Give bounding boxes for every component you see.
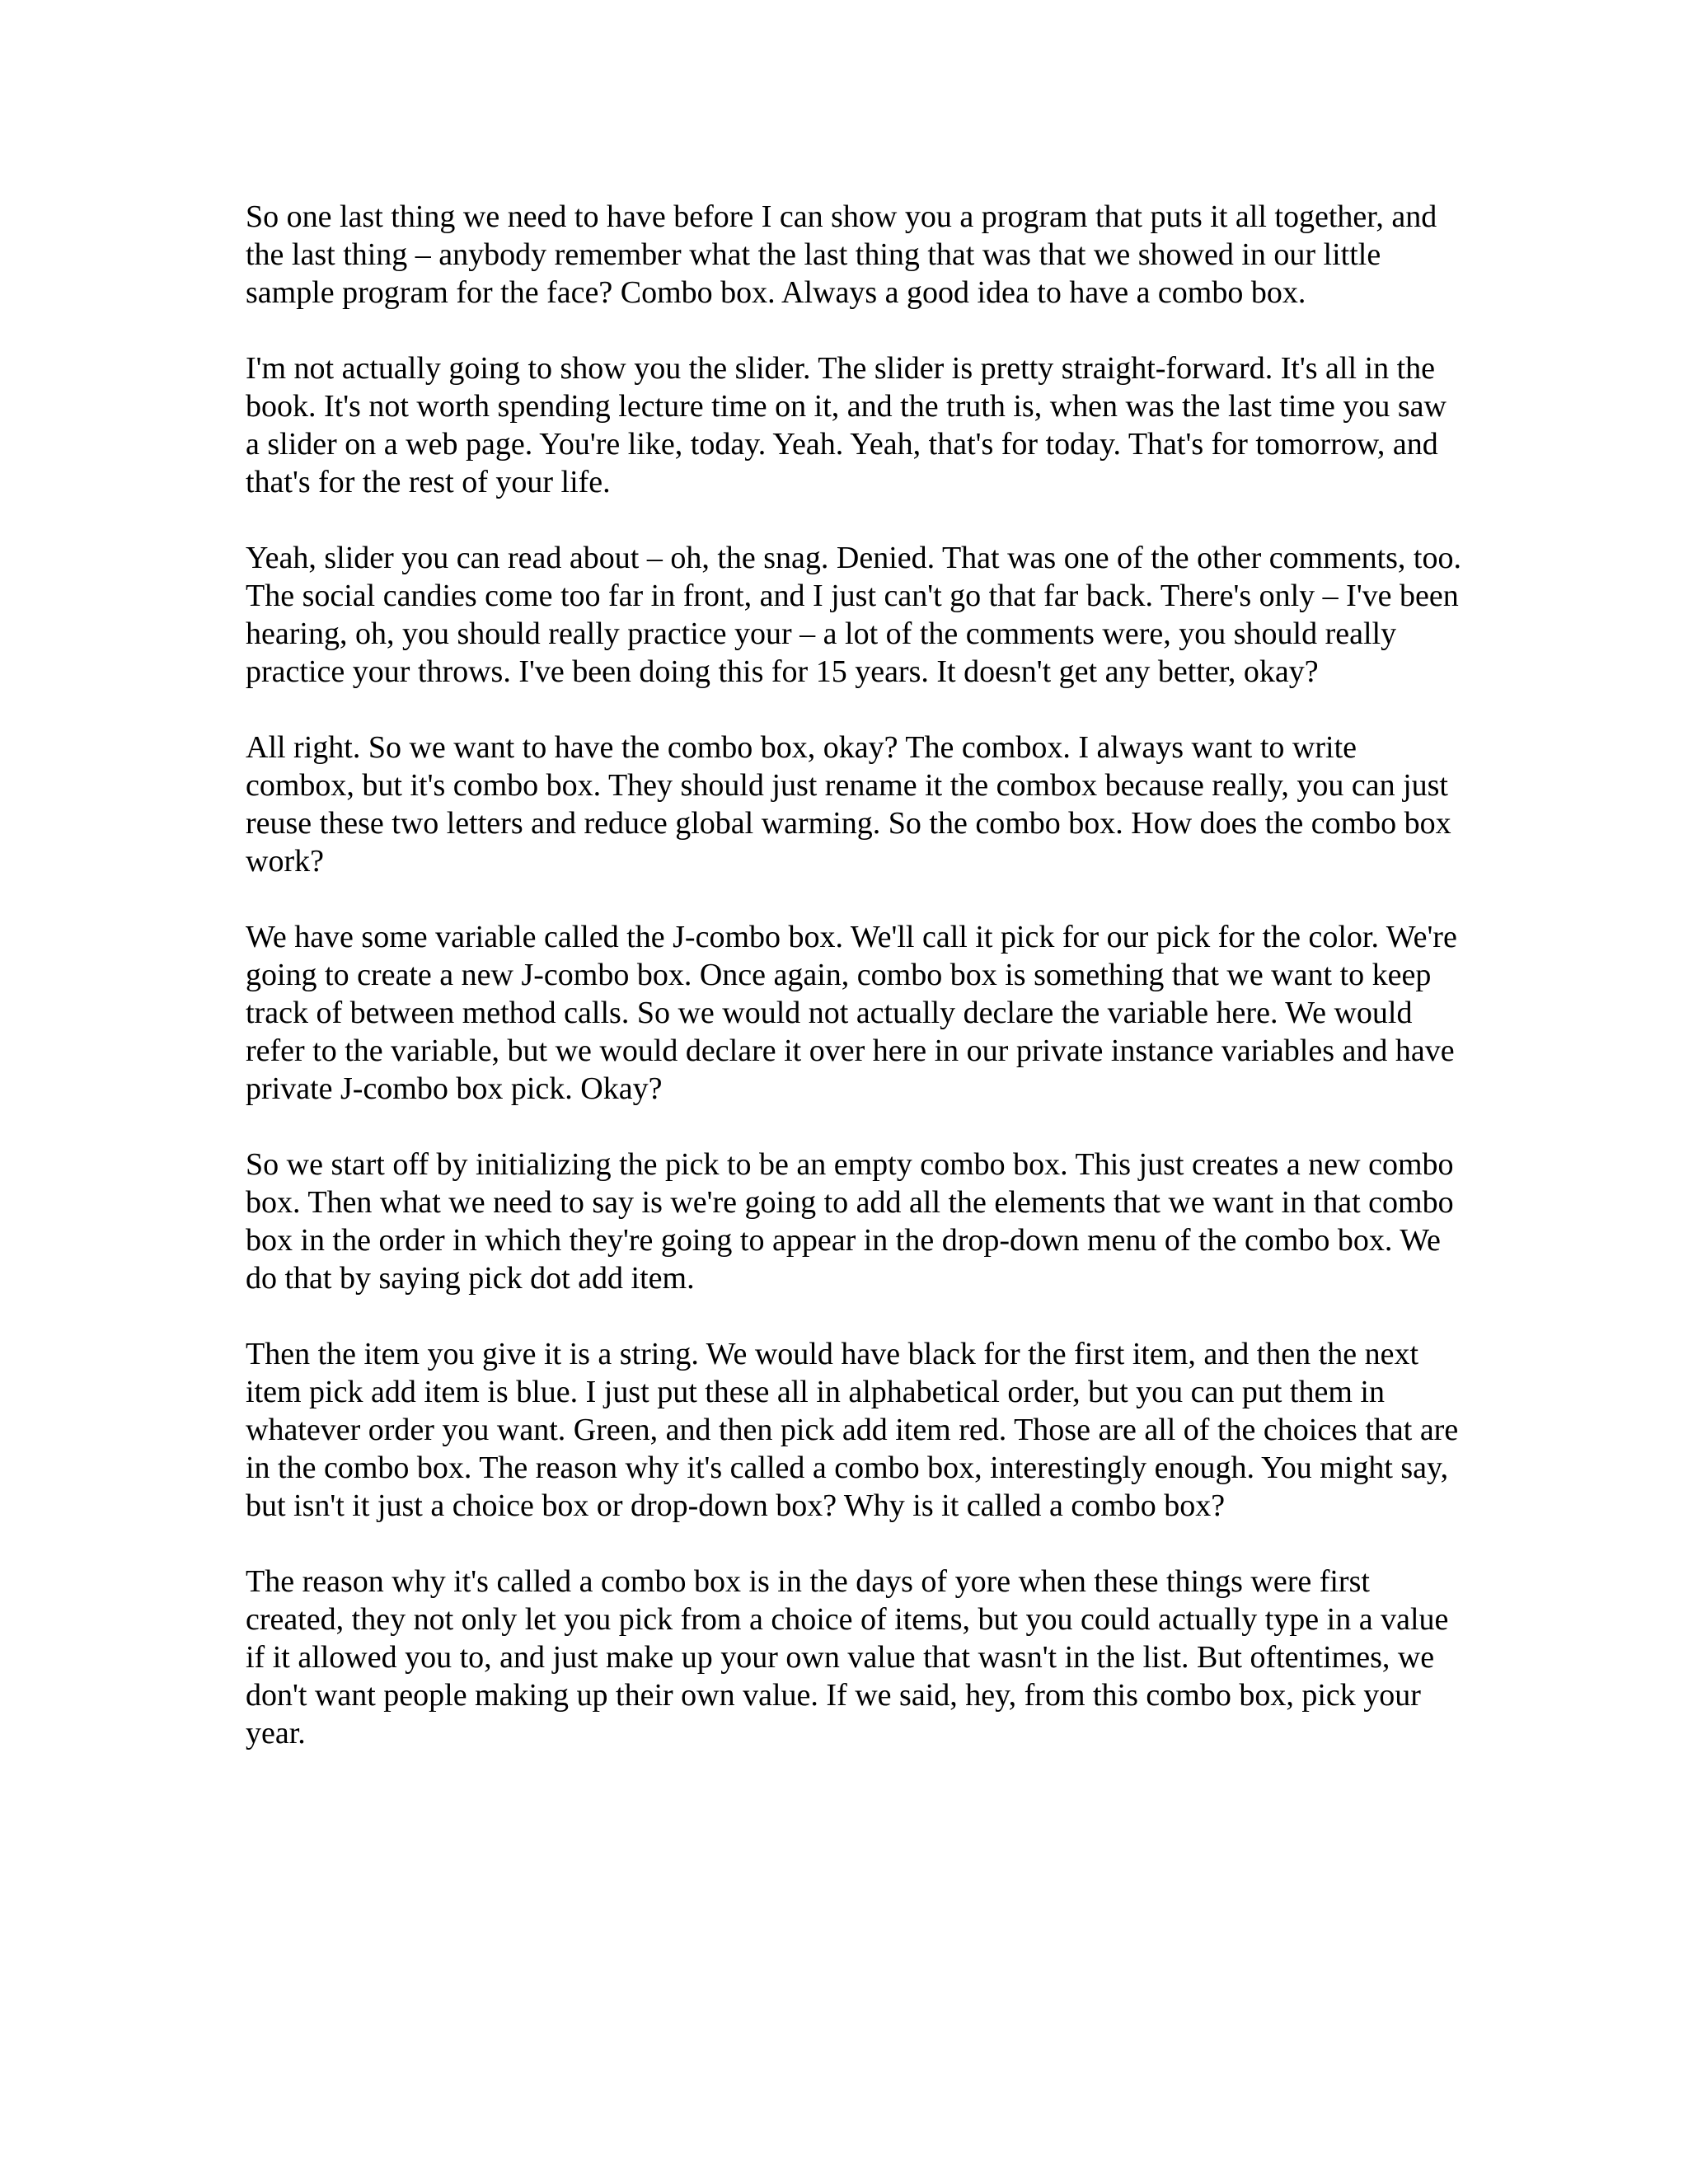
transcript-body	[246, 198, 1465, 1752]
paragraph-1: So one last thing we need to have before I can show you a program that puts it all together, and the last thing – anybody remember what the last thing that was that we showed in our little sample program for the face? Combo box. Always a good idea to have a combo box.	[246, 199, 1437, 310]
paragraph-2: I'm not actually going to show you the slider. The slider is pretty straight-forward. It's all in the book. It's not worth spending lecture time on it, and the truth is, when was the last time you saw a slider on a web page. You're like, today. Yeah. Yeah, that's for today. That's for tomorrow, and that's for the rest of your life.	[246, 351, 1447, 499]
paragraph-8: The reason why it's called a combo box is in the days of yore when these things were first created, they not only let you pick from a choice of items, but you could actually type in a value if it allowed you to, and just make up your own value that wasn't in the list. But oftentimes, we don't want people making up their own value. If we said, hey, from this combo box, pick your year.	[246, 1564, 1449, 1750]
paragraph-3: Yeah, slider you can read about – oh, the snag. Denied. That was one of the other comments, too. The social candies come too far in front, and I just can't go that far back. There's only – I've been hearing, oh, you should really practice your – a lot of the comments were, you should really practice your throws. I've been doing this for 15 years. It doesn't get any better, okay?	[246, 541, 1461, 689]
paragraph-4: All right. So we want to have the combo box, okay? The combox. I always want to write combox, but it's combo box. They should just rename it the combox because really, you can just reuse these two letters and reduce global warming. So the combo box. How does the combo box work?	[246, 730, 1451, 879]
paragraph-6: So we start off by initializing the pick to be an empty combo box. This just creates a new combo box. Then what we need to say is we're going to add all the elements that we want in that combo box in the order in which they're going to appear in the drop-down menu of the combo box. We do that by saying pick dot add item.	[246, 1147, 1454, 1296]
paragraph-7: Then the item you give it is a string. We would have black for the first item, and then the next item pick add item is blue. I just put these all in alphabetical order, but you can put them in whatever order you want. Green, and then pick add item red. Those are all of the choices that are in the combo box. The reason why it's called a combo box, interestingly enough. You might say, but isn't it just a choice box or drop-down box? Why is it called a combo box?	[246, 1337, 1459, 1523]
paragraph-5: We have some variable called the J-combo box. We'll call it pick for our pick for the color. We're going to create a new J-combo box. Once again, combo box is something that we want to keep track of between method calls. So we would not actually declare the variable here. We would refer to the variable, but we would declare it over here in our private instance variables and have private J-combo box pick. Okay?	[246, 920, 1457, 1106]
